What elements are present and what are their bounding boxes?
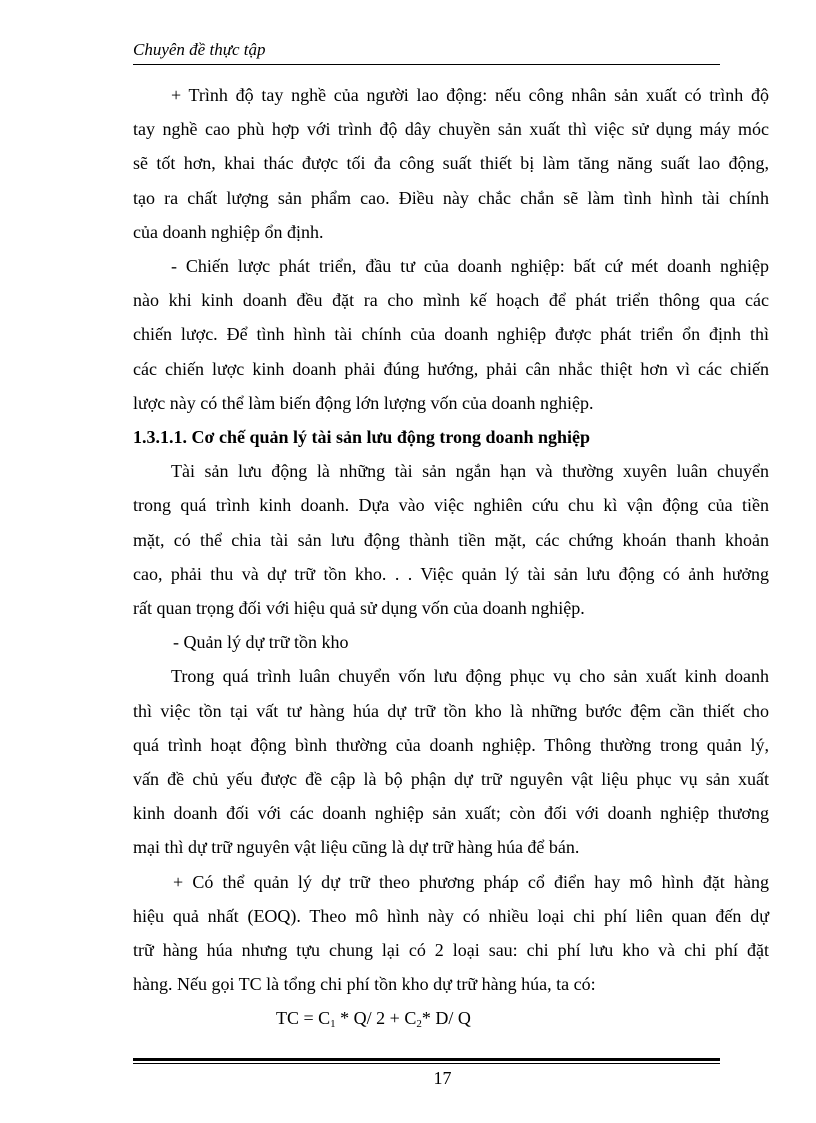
paragraph-line: Trong quá trình luân chuyển vốn lưu động phục vụ cho sản xuất kinh doanh	[171, 666, 769, 687]
paragraph-line: lược này có thể làm biến động lớn lượng vốn của doanh nghiệp.	[133, 392, 594, 413]
paragraph-line: cao, phải thu và dự trữ tồn kho. . . Việc quản lý tài sản lưu động có ảnh hưởng	[133, 563, 769, 584]
paragraph-line: vấn đề chủ yếu được đề cập là bộ phận dự trữ nguyên vật liệu phục vụ sản xuất	[133, 769, 769, 790]
paragraph-line: tay nghề cao phù hợp với trình độ dây chuyền sản xuất thì việc sử dụng máy móc	[133, 119, 769, 140]
paragraph-line: của doanh nghiệp ổn định.	[133, 221, 324, 242]
paragraph-line: thì việc tồn tại vất tư hàng húa dự trữ tồn kho là những bước đệm cần thiết cho	[133, 700, 769, 721]
paragraph-line: + Trình độ tay nghề của người lao động: nếu công nhân sản xuất có trình độ	[171, 85, 769, 105]
paragraph-line: tạo ra chất lượng sản phẩm cao. Điều này chắc chắn sẽ làm tình hình tài chính	[133, 187, 769, 208]
paragraph-line: kinh doanh đối với các doanh nghiệp sản xuất; còn đối với doanh nghiệp thương	[133, 803, 769, 824]
page-header-title: Chuyên đề thực tập	[133, 40, 266, 59]
header-rule	[133, 64, 720, 65]
paragraph-line: + Có thể quản lý dự trữ theo phương pháp cổ điển hay mô hình đặt hàng	[173, 871, 769, 892]
paragraph-line: quá trình hoạt động bình thường của doanh nghiệp. Thông thường trong quản lý,	[133, 734, 769, 755]
page-body	[133, 78, 769, 1036]
paragraph-line: rất quan trọng đối với hiệu quả sử dụng vốn của doanh nghiệp.	[133, 598, 585, 619]
sub-item-title: - Quản lý dự trữ tồn kho	[173, 632, 349, 653]
paragraph-line: hàng. Nếu gọi TC là tổng chi phí tồn kho dự trữ hàng húa, ta có:	[133, 974, 596, 995]
paragraph-line: trong quá trình kinh doanh. Dựa vào việc nghiên cứu chu kì vận động của tiền	[133, 495, 769, 516]
paragraph-line: mại thì dự trữ nguyên vật liệu cũng là dự trữ hàng húa để bán.	[133, 837, 580, 858]
section-heading: 1.3.1.1. Cơ chế quản lý tài sản lưu động trong doanh nghiệp	[133, 427, 591, 448]
paragraph-line: sẽ tốt hơn, khai thác được tối đa công suất thiết bị làm tăng năng suất lao động,	[133, 153, 769, 174]
tc-formula: TC = $C_1 * Q/$ $2 + C_2*$ D/ Q	[276, 1008, 471, 1031]
paragraph-line: hiệu quả nhất (EOQ). Theo mô hình này có nhiều loại chi phí liên quan đến dự	[133, 905, 769, 926]
paragraph-line: chiến lược. Để tình hình tài chính của doanh nghiệp được phát triển ổn định thì	[133, 324, 769, 345]
paragraph-line: các chiến lược kinh doanh phải đúng hướng, phải cân nhắc thiệt hơn vì các chiến	[133, 358, 769, 379]
page-number: 17	[433, 1068, 452, 1088]
paragraph-line: mặt, có thể chia tài sản lưu động thành tiền mặt, các chứng khoán thanh khoản	[133, 529, 769, 550]
paragraph-line: nào khi kinh doanh đều đặt ra cho mình kế hoạch để phát triển thông qua các	[133, 290, 769, 311]
paragraph-line: Tài sản lưu động là những tài sản ngắn hạn và thường xuyên luân chuyển	[171, 461, 769, 482]
paragraph-line: - Chiến lược phát triển, đầu tư của doanh nghiệp: bất cứ mét doanh nghiệp	[171, 256, 769, 277]
paragraph-line: trữ hàng húa nhưng tựu chung lại có 2 loại sau: chi phí lưu kho và chi phí đặt	[133, 940, 769, 961]
footer-rule-thin	[133, 1063, 720, 1064]
footer-rule-thick	[133, 1058, 720, 1061]
